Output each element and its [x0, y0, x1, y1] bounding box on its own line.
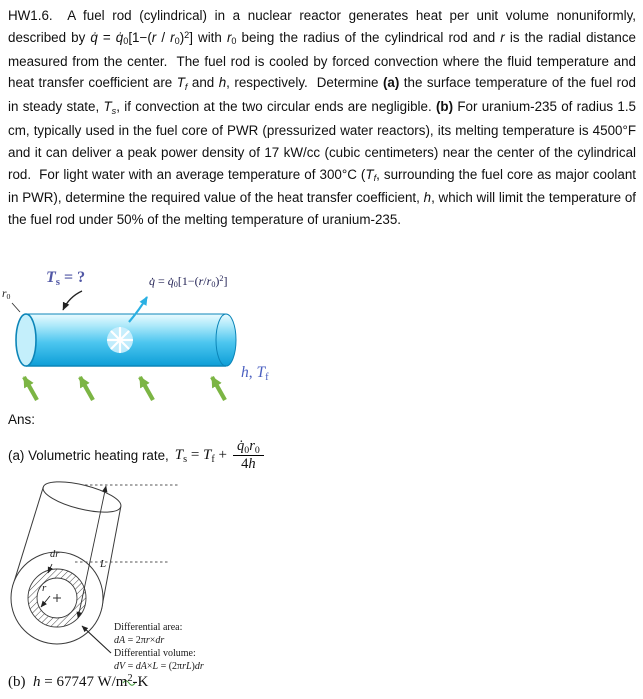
differential-volume-diagram — [8, 478, 318, 693]
fuel-rod-diagram — [0, 253, 335, 413]
annulus-pointer-arrow — [82, 626, 111, 653]
surface-temp-pointer-arrow — [63, 291, 82, 310]
answer-heading: Ans: — [8, 412, 36, 427]
part-a-fraction — [233, 438, 264, 472]
heat-source-icon — [107, 327, 133, 353]
inner-radius-label: r — [42, 582, 47, 594]
differential-volume-title: Differential volume: — [114, 648, 196, 659]
convection-label: h, $T_f$ — [241, 364, 269, 383]
heat-generation-formula: q̇ = $q̇_0[1-(r/r_0)^2]$ — [149, 274, 228, 290]
length-label: L — [100, 558, 107, 570]
part-a-text: (a) Volumetric heating rate, — [8, 447, 169, 463]
part-a-equation: $T_s = T_f$ + — [174, 446, 228, 465]
answer-part-b: (b) h = 67747 $W/m^2-K$ — [8, 673, 149, 690]
coolant-flow-arrows — [24, 377, 225, 400]
dr-label: dr — [50, 549, 60, 560]
answer-part-a — [8, 438, 264, 472]
differential-area-title: Differential area: — [114, 622, 183, 633]
differential-area-formula: dA = 2πr×dr — [114, 635, 165, 646]
fraction-numerator: $q̇_0r_0$ — [233, 438, 264, 456]
radius-leader-line — [12, 303, 20, 312]
rod-radius-label: $r_0$ — [2, 288, 11, 302]
differential-volume-formula: dV = dA×L = (2πrL)dr — [114, 661, 204, 672]
problem-statement: HW1.6. A fuel rod (cylindrical) in a nuclear reactor generates heat per unit volume nonuniformly, described by q̇ = $q̇_0[1-(r / r_0)^2]$ with $r_0$ being the radius of the cylindrical rod and r is the radial distance measured from the center. The fuel rod is cooled by forced convection where the fluid temperature and heat transfer coefficient are $T_f$ and h, respectively. Determine (a) the surface temperature of the fuel rod in steady state, $T_s$, if convection at the two circular ends are negligible. (b) For uranium-235 of radius 1.5 cm, typically used in the fuel core of PWR (pressurized water reactors), its melting temperature is 4500°F and it can deliver a peak power density of 17 kW/cc (cubic centimeters) near the center of the cylindrical rod. For light water with an average temperature of 300°C ($T_f$, surrounding the fuel core as major coolant in PWR), determine the required value of the heat transfer coefficient, h, which will limit the temperature of the fuel rod under 50% of the melting temperature of uranium-235. — [8, 8, 637, 228]
surface-temp-label: $T_s$ = ? — [46, 269, 86, 289]
fraction-denominator: 4h — [241, 455, 256, 472]
